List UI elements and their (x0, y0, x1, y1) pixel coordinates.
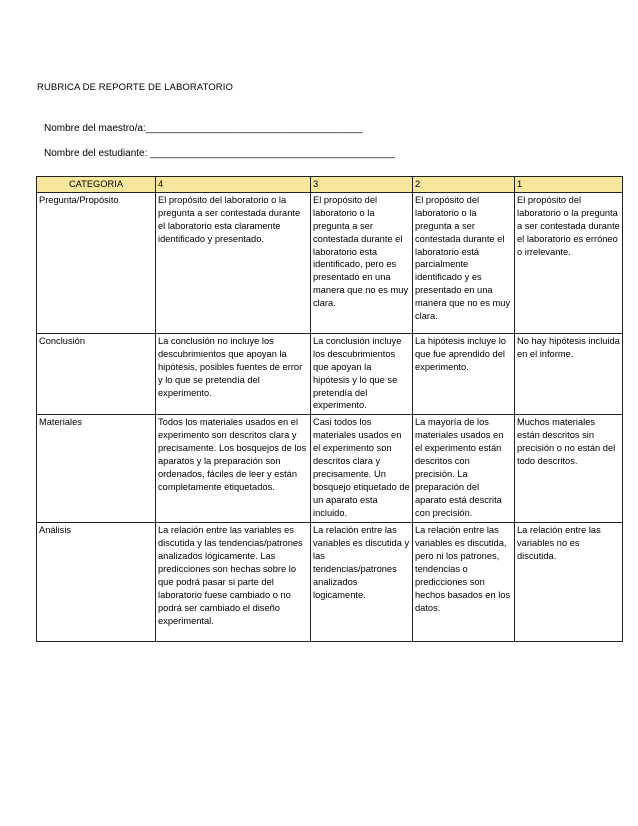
header-score-2: 2 (413, 177, 515, 193)
table-row (37, 192, 623, 333)
row-category: Pregunta/Propósito (37, 192, 156, 333)
criteria-cell: La relación entre las variables es discutida y las tendencias/patrones analizados lógicamente. Las predicciones son hechas sobre lo que podrá pasar si parte del laboratorio fuese cambiado o no podrá ser cambiado el diseño experimental. (156, 523, 311, 642)
row-category: Materiales (37, 415, 156, 523)
criteria-cell: Todos los materiales usados en el experimento son descritos clara y precisamente. Los bosquejos de los aparatos y la preparación son ordenados, fáciles de leer y están completamente etiquetados. (156, 415, 311, 523)
header-category: CATEGORIA (37, 177, 156, 193)
criteria-cell: La conclusión no incluye los descubrimientos que apoyan la hipótesis, posibles fuentes de error y lo que se pretendía del experimento. (156, 333, 311, 414)
rubric-table (36, 176, 623, 642)
teacher-name-field: Nombre del maestro/a:_______________________________________ (44, 123, 363, 134)
document-title: RUBRICA DE REPORTE DE LABORATORIO (37, 82, 233, 93)
header-row (37, 177, 623, 193)
table-row (37, 333, 623, 414)
criteria-cell: La mayoría de los materiales usados en el experimento están descritos con precisión. La preparación del aparato está descrita con precisión. (413, 415, 515, 523)
table-row (37, 415, 623, 523)
row-category: Conclusión (37, 333, 156, 414)
criteria-cell: La conclusión incluye los descubrimientos que apoyan la hipótesis y lo que se pretendía del experimento. (311, 333, 413, 414)
row-category: Análisis (37, 523, 156, 642)
header-score-4: 4 (156, 177, 311, 193)
criteria-cell: El propósito del laboratorio o la pregunta a ser contestada durante el laboratorio está parcialmente identificado y es presentado en una manera que no es muy clara. (413, 192, 515, 333)
criteria-cell: Casi todos los materiales usados en el experimento son descritos clara y precisamente. Un bosquejo etiquetado de un aparato esta incluido. (311, 415, 413, 523)
table-row (37, 523, 623, 642)
header-score-3: 3 (311, 177, 413, 193)
header-score-1: 1 (515, 177, 623, 193)
criteria-cell: La hipótesis incluye lo que fue aprendido del experimento. (413, 333, 515, 414)
criteria-cell: La relación entre las variables es discutida y las tendencias/patrones analizados logicamente. (311, 523, 413, 642)
criteria-cell: La relación entre las variables no es discutida. (515, 523, 623, 642)
criteria-cell: El propósito del laboratorio o la pregunta a ser contestada durante el laboratorio esta claramente identificado y presentado. (156, 192, 311, 333)
criteria-cell: Muchos materiales están descritos sin precisión o no están del todo descritos. (515, 415, 623, 523)
criteria-cell: No hay hipótesis incluida en el informe. (515, 333, 623, 414)
student-name-field: Nombre del estudiante: ____________________________________________ (44, 148, 395, 159)
criteria-cell: La relación entre las variables es discutida, pero ni los patrones, tendencias o predicciones son hechos basados en los datos. (413, 523, 515, 642)
criteria-cell: El propósito del laboratorio o la pregunta a ser contestada durante el laboratorio es erróneo o irrelevante. (515, 192, 623, 333)
criteria-cell: El propósito del laboratorio o la pregunta a ser contestada durante el laboratorio esta identificado, pero es presentado en una manera que no es muy clara. (311, 192, 413, 333)
